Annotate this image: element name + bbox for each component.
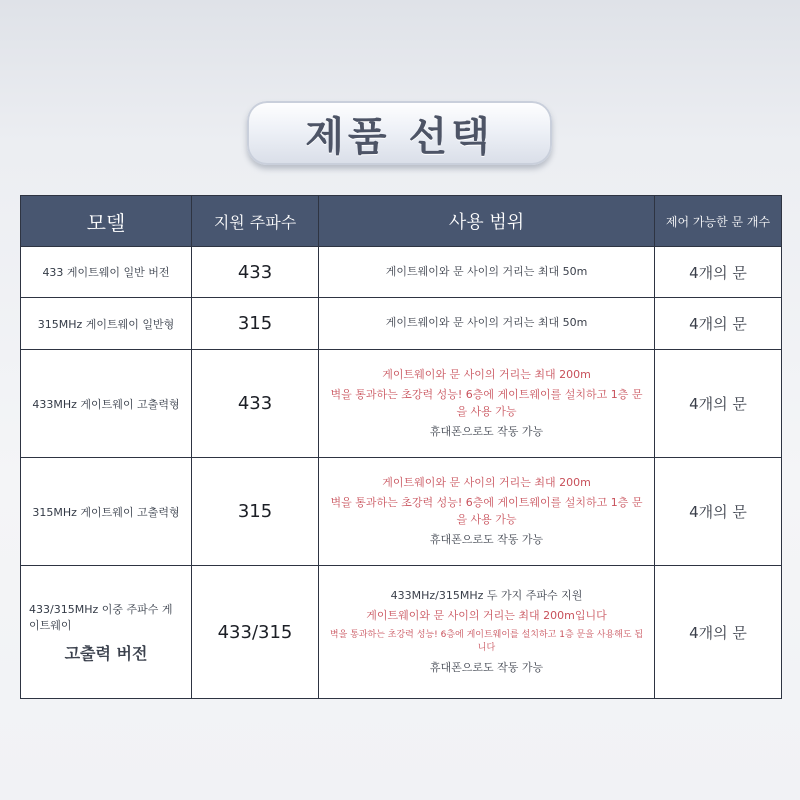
door-count-cell: 4개의 문 [655, 566, 782, 699]
range-line: 게이트웨이와 문 사이의 거리는 최대 200m입니다 [366, 609, 607, 623]
range-cell [319, 350, 655, 458]
range-line: 휴대폰으로도 작동 가능 [429, 660, 544, 674]
table-row [21, 350, 782, 458]
product-table [20, 195, 782, 699]
header-model: 모델 [21, 196, 192, 247]
range-line: 휴대폰으로도 작동 가능 [429, 533, 544, 546]
table-row [21, 566, 782, 699]
range-line: 게이트웨이와 문 사이의 거리는 최대 50m [385, 316, 588, 330]
frequency-cell: 433/315 [192, 566, 319, 699]
frequency-cell: 315 [192, 298, 319, 350]
range-line: 게이트웨이와 문 사이의 거리는 최대 200m [382, 475, 591, 489]
table-row [21, 298, 782, 350]
range-line: 벽을 통과하는 초강력 성능! 6층에 게이트웨이를 설치하고 1층 문을 사용 가능 [330, 496, 643, 526]
header-range: 사용 범위 [319, 196, 655, 247]
range-line: 게이트웨이와 문 사이의 거리는 최대 50m [385, 264, 588, 278]
range-line: 벽을 통과하는 초강력 성능! 6층에 게이트웨이를 설치하고 1층 문을 사용해도 됩니다 [329, 629, 644, 654]
header-frequency: 지원 주파수 [192, 196, 319, 247]
range-line: 게이트웨이와 문 사이의 거리는 최대 200m [382, 367, 591, 381]
model-cell: 433 게이트웨이 일반 버전 [21, 247, 192, 298]
model-cell: 315MHz 게이트웨이 일반형 [21, 298, 192, 350]
model-cell: 315MHz 게이트웨이 고출력형 [21, 458, 192, 566]
range-line: 433MHz/315MHz 두 가지 주파수 지원 [390, 588, 583, 602]
range-cell [319, 566, 655, 699]
model-subtitle: 고출력 버전 [64, 643, 148, 663]
range-line: 벽을 통과하는 초강력 성능! 6층에 게이트웨이를 설치하고 1층 문을 사용 가능 [330, 388, 643, 418]
frequency-cell: 315 [192, 458, 319, 566]
table-row [21, 458, 782, 566]
table-header-row [21, 196, 782, 247]
frequency-cell: 433 [192, 350, 319, 458]
range-line: 휴대폰으로도 작동 가능 [429, 425, 544, 438]
door-count-cell: 4개의 문 [655, 350, 782, 458]
range-cell [319, 298, 655, 350]
range-cell [319, 247, 655, 298]
model-cell: 433MHz 게이트웨이 고출력형 [21, 350, 192, 458]
title-banner [247, 101, 552, 165]
model-cell [21, 566, 192, 699]
range-cell [319, 458, 655, 566]
door-count-cell: 4개의 문 [655, 458, 782, 566]
table-row [21, 247, 782, 298]
model-name: 433/315MHz 이중 주파수 게이트웨이 [29, 602, 173, 632]
frequency-cell: 433 [192, 247, 319, 298]
door-count-cell: 4개의 문 [655, 298, 782, 350]
header-door-count: 제어 가능한 문 개수 [655, 196, 782, 247]
page-title: 제품 선택 [305, 113, 494, 160]
door-count-cell: 4개의 문 [655, 247, 782, 298]
